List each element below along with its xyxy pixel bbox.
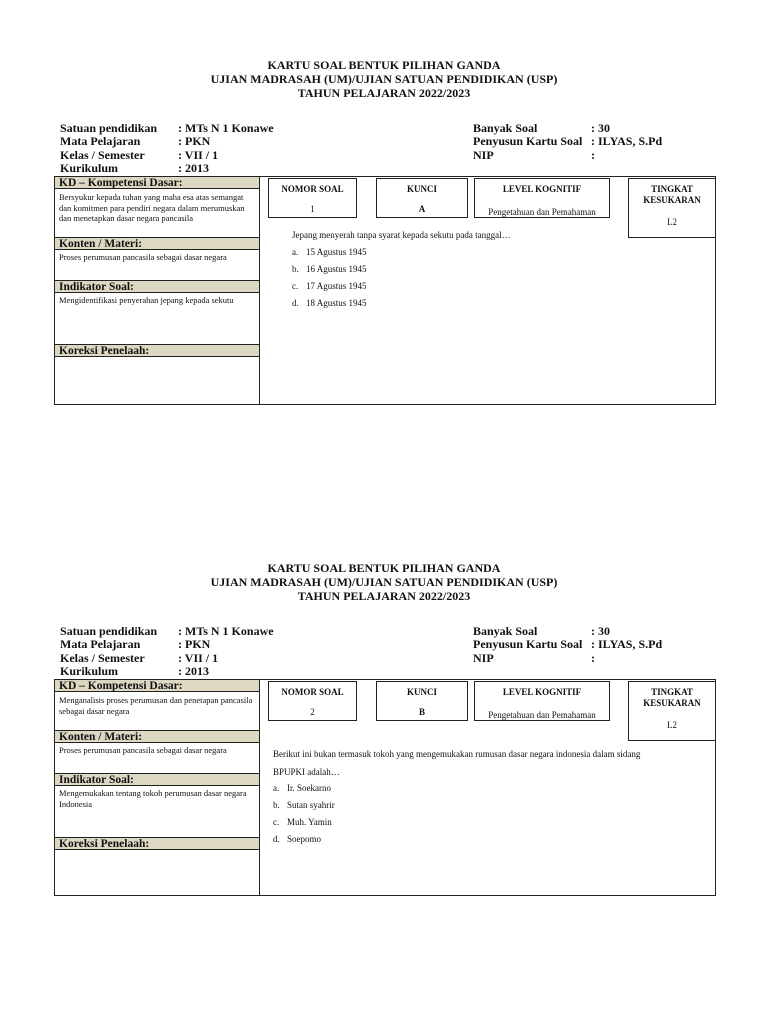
kunci-label: KUNCI [406,184,437,194]
meta-value: : 2013 [178,664,209,678]
question-text-line-1: Berikut ini bukan termasuk tokoh yang mengemukakan rumusan dasar negara indonesia dalam sidang [273,749,641,759]
kunci-box [376,178,468,218]
meta-label: Kurikulum [60,161,119,175]
meta-label: Kurikulum [60,664,119,678]
tingkat-label-2: KESUKARAN [643,698,701,708]
indikator-heading: Indikator Soal: [55,773,259,786]
nomor-soal-box [268,178,357,218]
level-box [474,178,610,218]
meta-label: Penyusun Kartu Soal [473,637,583,651]
meta-value: : [591,148,595,162]
academic-year: TAHUN PELAJARAN 2022/2023 [297,589,471,603]
meta-label: Satuan pendidikan [60,121,158,135]
meta-label: Banyak Soal [473,624,538,638]
indikator-text: Mengemukakan tentang tokoh perumusan dasar negara Indonesia [59,788,247,809]
level-box [474,681,610,721]
option-c: c. Muh. Yamin [273,817,332,827]
exam-title: UJIAN MADRASAH (UM)/UJIAN SATUAN PENDIDIKAN (USP) [210,72,558,86]
tingkat-label-2: KESUKARAN [643,195,701,205]
tingkat-label-1: TINGKAT [651,687,693,697]
option-d: d. 18 Agustus 1945 [292,298,367,308]
meta-value: : MTs N 1 Konawe [178,624,274,638]
card-title: KARTU SOAL BENTUK PILIHAN GANDA [267,58,501,72]
meta-label: Mata Pelajaran [60,134,141,148]
meta-label: Banyak Soal [473,121,538,135]
kd-text: Menganalisis proses perumusan dan penetapan pancasila sebagai dasar negara [59,695,253,716]
konten-heading: Konten / Materi: [55,237,259,250]
kunci-box [376,681,468,721]
konten-text: Proses perumusan pancasila sebagai dasar negara [59,745,227,755]
kunci-label: KUNCI [406,687,437,697]
meta-value: : 2013 [178,161,209,175]
tingkat-value: L2 [667,720,677,730]
meta-value: : VII / 1 [178,651,219,665]
meta-value: : VII / 1 [178,148,219,162]
question-text: Jepang menyerah tanpa syarat kepada sekutu pada tanggal… [292,230,511,240]
koreksi-heading: Koreksi Penelaah: [55,344,259,357]
exam-title: UJIAN MADRASAH (UM)/UJIAN SATUAN PENDIDIKAN (USP) [210,575,558,589]
level-label: LEVEL KOGNITIF [502,687,582,697]
kd-heading: KD – Kompetensi Dasar: [55,176,259,189]
meta-label: Kelas / Semester [60,148,145,162]
level-label: LEVEL KOGNITIF [502,184,582,194]
meta-label: Mata Pelajaran [60,637,141,651]
meta-label: Penyusun Kartu Soal [473,134,583,148]
option-b: b. Sutan syahrir [273,800,335,810]
tingkat-box [628,178,716,238]
nomor-soal-box [268,681,357,721]
left-panel [55,177,260,404]
meta-label: Satuan pendidikan [60,624,158,638]
kd-text: Bersyukur kepada tuhan yang maha esa atas semangat dan komitmen para pendiri negara dalam merumuskan dan menetapkan dasar negara pancasila [59,192,245,223]
kd-heading: KD – Kompetensi Dasar: [55,679,259,692]
meta-value: : 30 [591,121,610,135]
indikator-heading: Indikator Soal: [55,280,259,293]
konten-heading: Konten / Materi: [55,730,259,743]
koreksi-heading: Koreksi Penelaah: [55,837,259,850]
tingkat-label-1: TINGKAT [651,184,693,194]
meta-label: NIP [473,148,494,162]
tingkat-box [628,681,716,741]
tingkat-value: L2 [667,217,677,227]
kunci-value: A [418,204,426,214]
option-b: b. 16 Agustus 1945 [292,264,367,274]
level-value: Pengetahuan dan Pemahaman [488,710,596,720]
academic-year: TAHUN PELAJARAN 2022/2023 [297,86,471,100]
option-c: c. 17 Agustus 1945 [292,281,367,291]
meta-label: Kelas / Semester [60,651,145,665]
konten-text: Proses perumusan pancasila sebagai dasar negara [59,252,227,262]
meta-value: : ILYAS, S.Pd [591,134,663,148]
nomor-soal-label: NOMOR SOAL [281,687,344,697]
level-value: Pengetahuan dan Pemahaman [488,207,596,217]
kunci-value: B [418,707,425,717]
meta-value: : ILYAS, S.Pd [591,637,663,651]
meta-value: : PKN [178,134,211,148]
option-d: d. Soepomo [273,834,322,844]
meta-value: : MTs N 1 Konawe [178,121,274,135]
option-a: a. 15 Agustus 1945 [292,247,367,257]
nomor-soal-value: 2 [310,707,315,717]
meta-value: : PKN [178,637,211,651]
question-text-line-2: BPUPKI adalah… [273,767,340,777]
option-a: a. Ir. Soekarno [273,783,331,793]
card-title: KARTU SOAL BENTUK PILIHAN GANDA [267,561,501,575]
meta-label: NIP [473,651,494,665]
meta-value: : 30 [591,624,610,638]
nomor-soal-value: 1 [310,204,315,214]
indikator-text: Mengidentifikasi penyerahan jepang kepada sekutu [59,295,234,305]
nomor-soal-label: NOMOR SOAL [281,184,344,194]
left-panel [55,680,260,895]
meta-value: : [591,651,595,665]
